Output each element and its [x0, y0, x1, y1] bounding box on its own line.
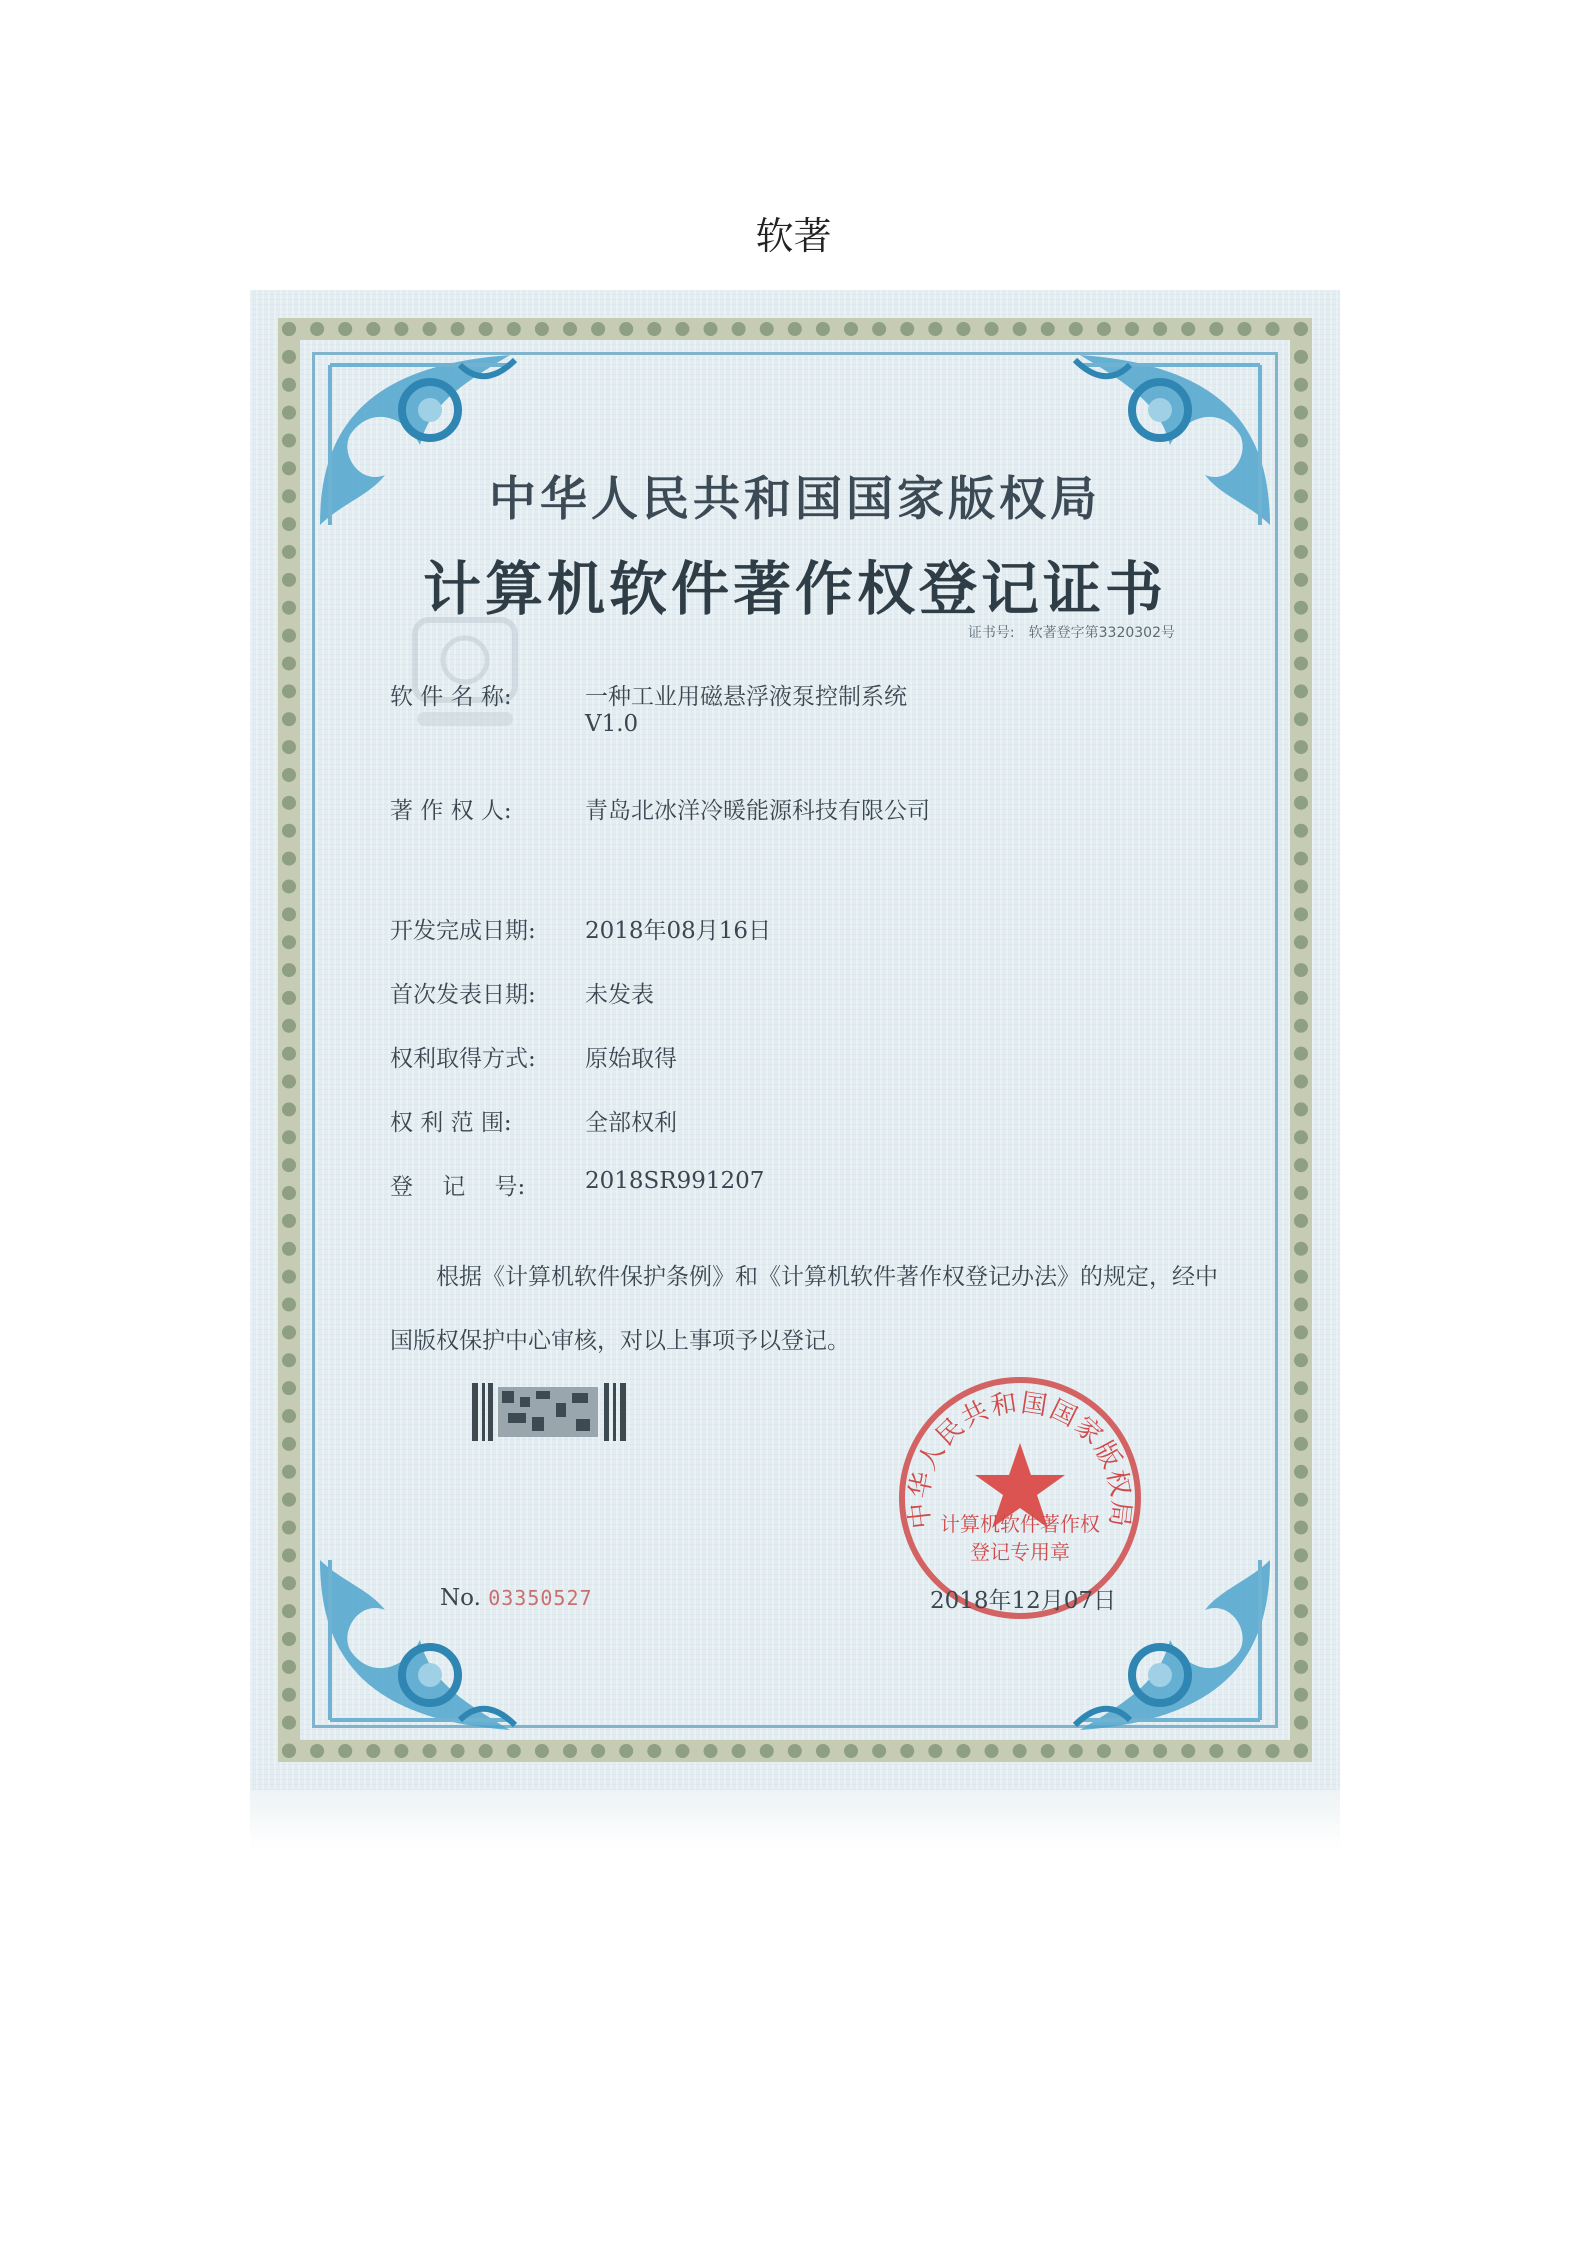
- serial-number: [440, 1585, 593, 1611]
- barcode-icon: [472, 1383, 627, 1441]
- seal-inner-line2: 登记专用章: [970, 1540, 1070, 1564]
- field-value: 一种工业用磁悬浮液泵控制系统: [585, 684, 907, 710]
- field-label: 开发完成日期:: [390, 918, 536, 944]
- issue-date: 2018年12月07日: [930, 1588, 1117, 1614]
- scan-edge-fade: [250, 1790, 1340, 1850]
- field-value: 原始取得: [585, 1046, 677, 1072]
- field-software-name: [390, 678, 907, 737]
- field-value: 全部权利: [585, 1110, 677, 1136]
- seal-inner-line1: 计算机软件著作权: [940, 1512, 1100, 1536]
- field-registration-number: [390, 1168, 764, 1201]
- corner-ornament-icon: [310, 1550, 530, 1740]
- certificate-number: [968, 622, 1175, 642]
- seal-ring-text: 中华人民共和国国家版权局: [904, 1388, 1136, 1531]
- serial-label: No.: [440, 1585, 481, 1611]
- field-label: 著 作 权 人:: [390, 798, 512, 824]
- serial-value: 03350527: [488, 1586, 593, 1610]
- field-label: 首次发表日期:: [390, 982, 536, 1008]
- certificate-number-value: 软著登字第3320302号: [1028, 625, 1175, 641]
- field-rights-scope: [390, 1104, 677, 1137]
- field-label: 登 记 号:: [390, 1174, 526, 1200]
- field-value-version: V1.0: [585, 711, 639, 737]
- page-heading: 软著: [755, 214, 832, 258]
- certificate-scan: [250, 290, 1340, 1790]
- field-value: 未发表: [585, 982, 654, 1008]
- field-first-publication: [390, 976, 654, 1009]
- field-label: 软 件 名 称:: [390, 684, 512, 710]
- field-label: 权 利 范 围:: [390, 1110, 512, 1136]
- certificate-title: 计算机软件著作权登记证书: [422, 555, 1167, 623]
- field-value: 2018SR991207: [585, 1168, 765, 1194]
- field-acquisition-method: [390, 1040, 677, 1073]
- field-value: 青岛北冰洋冷暖能源科技有限公司: [585, 798, 930, 824]
- field-value: 2018年08月16日: [585, 918, 772, 944]
- field-completion-date: [390, 912, 771, 945]
- certificate-number-label: 证书号:: [967, 625, 1015, 641]
- field-label: 权利取得方式:: [390, 1046, 536, 1072]
- certificate-authority: 中华人民共和国国家版权局: [489, 472, 1101, 527]
- declaration-text: 根据《计算机软件保护条例》和《计算机软件著作权登记办法》的规定，经中国版权保护中心审核，对以上事项予以登记。: [390, 1264, 1218, 1354]
- field-copyright-owner: [390, 792, 930, 825]
